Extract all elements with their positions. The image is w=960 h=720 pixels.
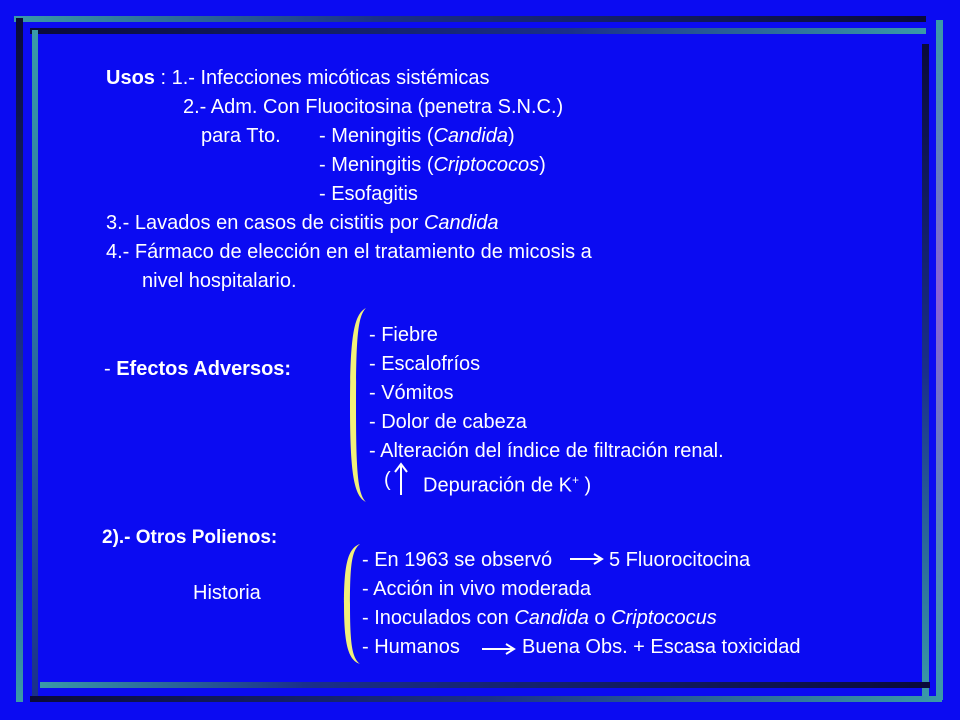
usos-item4b: nivel hospitalario. xyxy=(142,270,297,292)
frame-top-bar-inner xyxy=(30,28,926,34)
usos-item1: 1.- Infecciones micóticas sistémicas xyxy=(171,67,490,89)
polienos-item2: - Acción in vivo moderada xyxy=(362,578,592,600)
efectos-item-vomitos: - Vómitos xyxy=(369,382,454,404)
mening2-italic: Criptococos xyxy=(433,154,540,176)
right-arrow-icon xyxy=(570,552,604,566)
right-arrow-icon-2 xyxy=(482,642,516,656)
efectos-item-dolor: - Dolor de cabeza xyxy=(369,411,527,433)
item3-b: o xyxy=(588,607,612,629)
frame-bottom-bar xyxy=(40,682,930,688)
usos-separator: : xyxy=(154,67,172,89)
usos-item3 xyxy=(106,209,498,237)
usos-line1 xyxy=(106,64,489,92)
depuracion-open: ( xyxy=(384,469,391,491)
item3-italic: Candida xyxy=(423,212,499,234)
efectos-brace xyxy=(346,306,368,504)
up-arrow-icon xyxy=(394,462,408,496)
mening1-suffix: ) xyxy=(508,125,515,147)
efectos-heading: Efectos Adversos: xyxy=(116,358,292,380)
usos-meningitis-criptococos xyxy=(319,151,546,179)
efectos-label xyxy=(104,355,291,383)
depuracion-text xyxy=(423,466,591,500)
usos-para-tto: para Tto. xyxy=(201,125,281,147)
efectos-brace-shape xyxy=(350,308,366,502)
item3-a: - Inoculados con xyxy=(362,607,515,629)
mening1-prefix: - Meningitis ( xyxy=(319,125,434,147)
efectos-dash: - xyxy=(104,358,117,380)
polienos-item4-a: - Humanos xyxy=(362,636,460,658)
efectos-item-fiebre: - Fiebre xyxy=(369,324,438,346)
frame-right-bar xyxy=(922,44,929,700)
polienos-brace-shape xyxy=(344,544,360,664)
efectos-item-escalofrios: - Escalofríos xyxy=(369,353,481,375)
frame-bottom-bar-inner xyxy=(30,696,942,702)
item3-i2: Criptococus xyxy=(611,607,717,629)
polienos-item3 xyxy=(362,604,717,632)
efectos-item-alteracion: - Alteración del índice de filtración renal. xyxy=(369,440,724,462)
polienos-item4-b: Buena Obs. + Escasa toxicidad xyxy=(522,636,801,658)
depuracion-sup: + xyxy=(571,473,579,487)
mening2-prefix: - Meningitis ( xyxy=(319,154,434,176)
mening1-italic: Candida xyxy=(433,125,508,147)
depuracion-label: Depuración de K xyxy=(423,474,572,497)
polienos-item1-b: 5 Fluorocitocina xyxy=(609,549,751,571)
usos-item2: 2.- Adm. Con Fluocitosina (penetra S.N.C.) xyxy=(183,96,564,118)
polienos-item1-a: - En 1963 se observó xyxy=(362,549,553,571)
usos-heading: Usos xyxy=(106,67,155,89)
frame-top-bar xyxy=(14,16,926,22)
frame-right-bar-outer xyxy=(936,20,943,700)
depuracion-close: ) xyxy=(579,474,592,497)
frame-left-bar-inner xyxy=(32,30,38,702)
polienos-heading: 2).- Otros Polienos: xyxy=(102,527,278,548)
item3-i1: Candida xyxy=(514,607,589,629)
mening2-suffix: ) xyxy=(539,154,546,176)
usos-item4a: 4.- Fármaco de elección en el tratamiento de micosis a xyxy=(106,241,592,263)
polienos-historia: Historia xyxy=(193,582,261,604)
polienos-brace xyxy=(340,542,362,666)
usos-esofagitis: - Esofagitis xyxy=(319,183,418,205)
frame-left-bar xyxy=(16,18,23,702)
item3-text: 3.- Lavados en casos de cistitis por xyxy=(106,212,424,234)
usos-meningitis-candida xyxy=(319,122,515,150)
